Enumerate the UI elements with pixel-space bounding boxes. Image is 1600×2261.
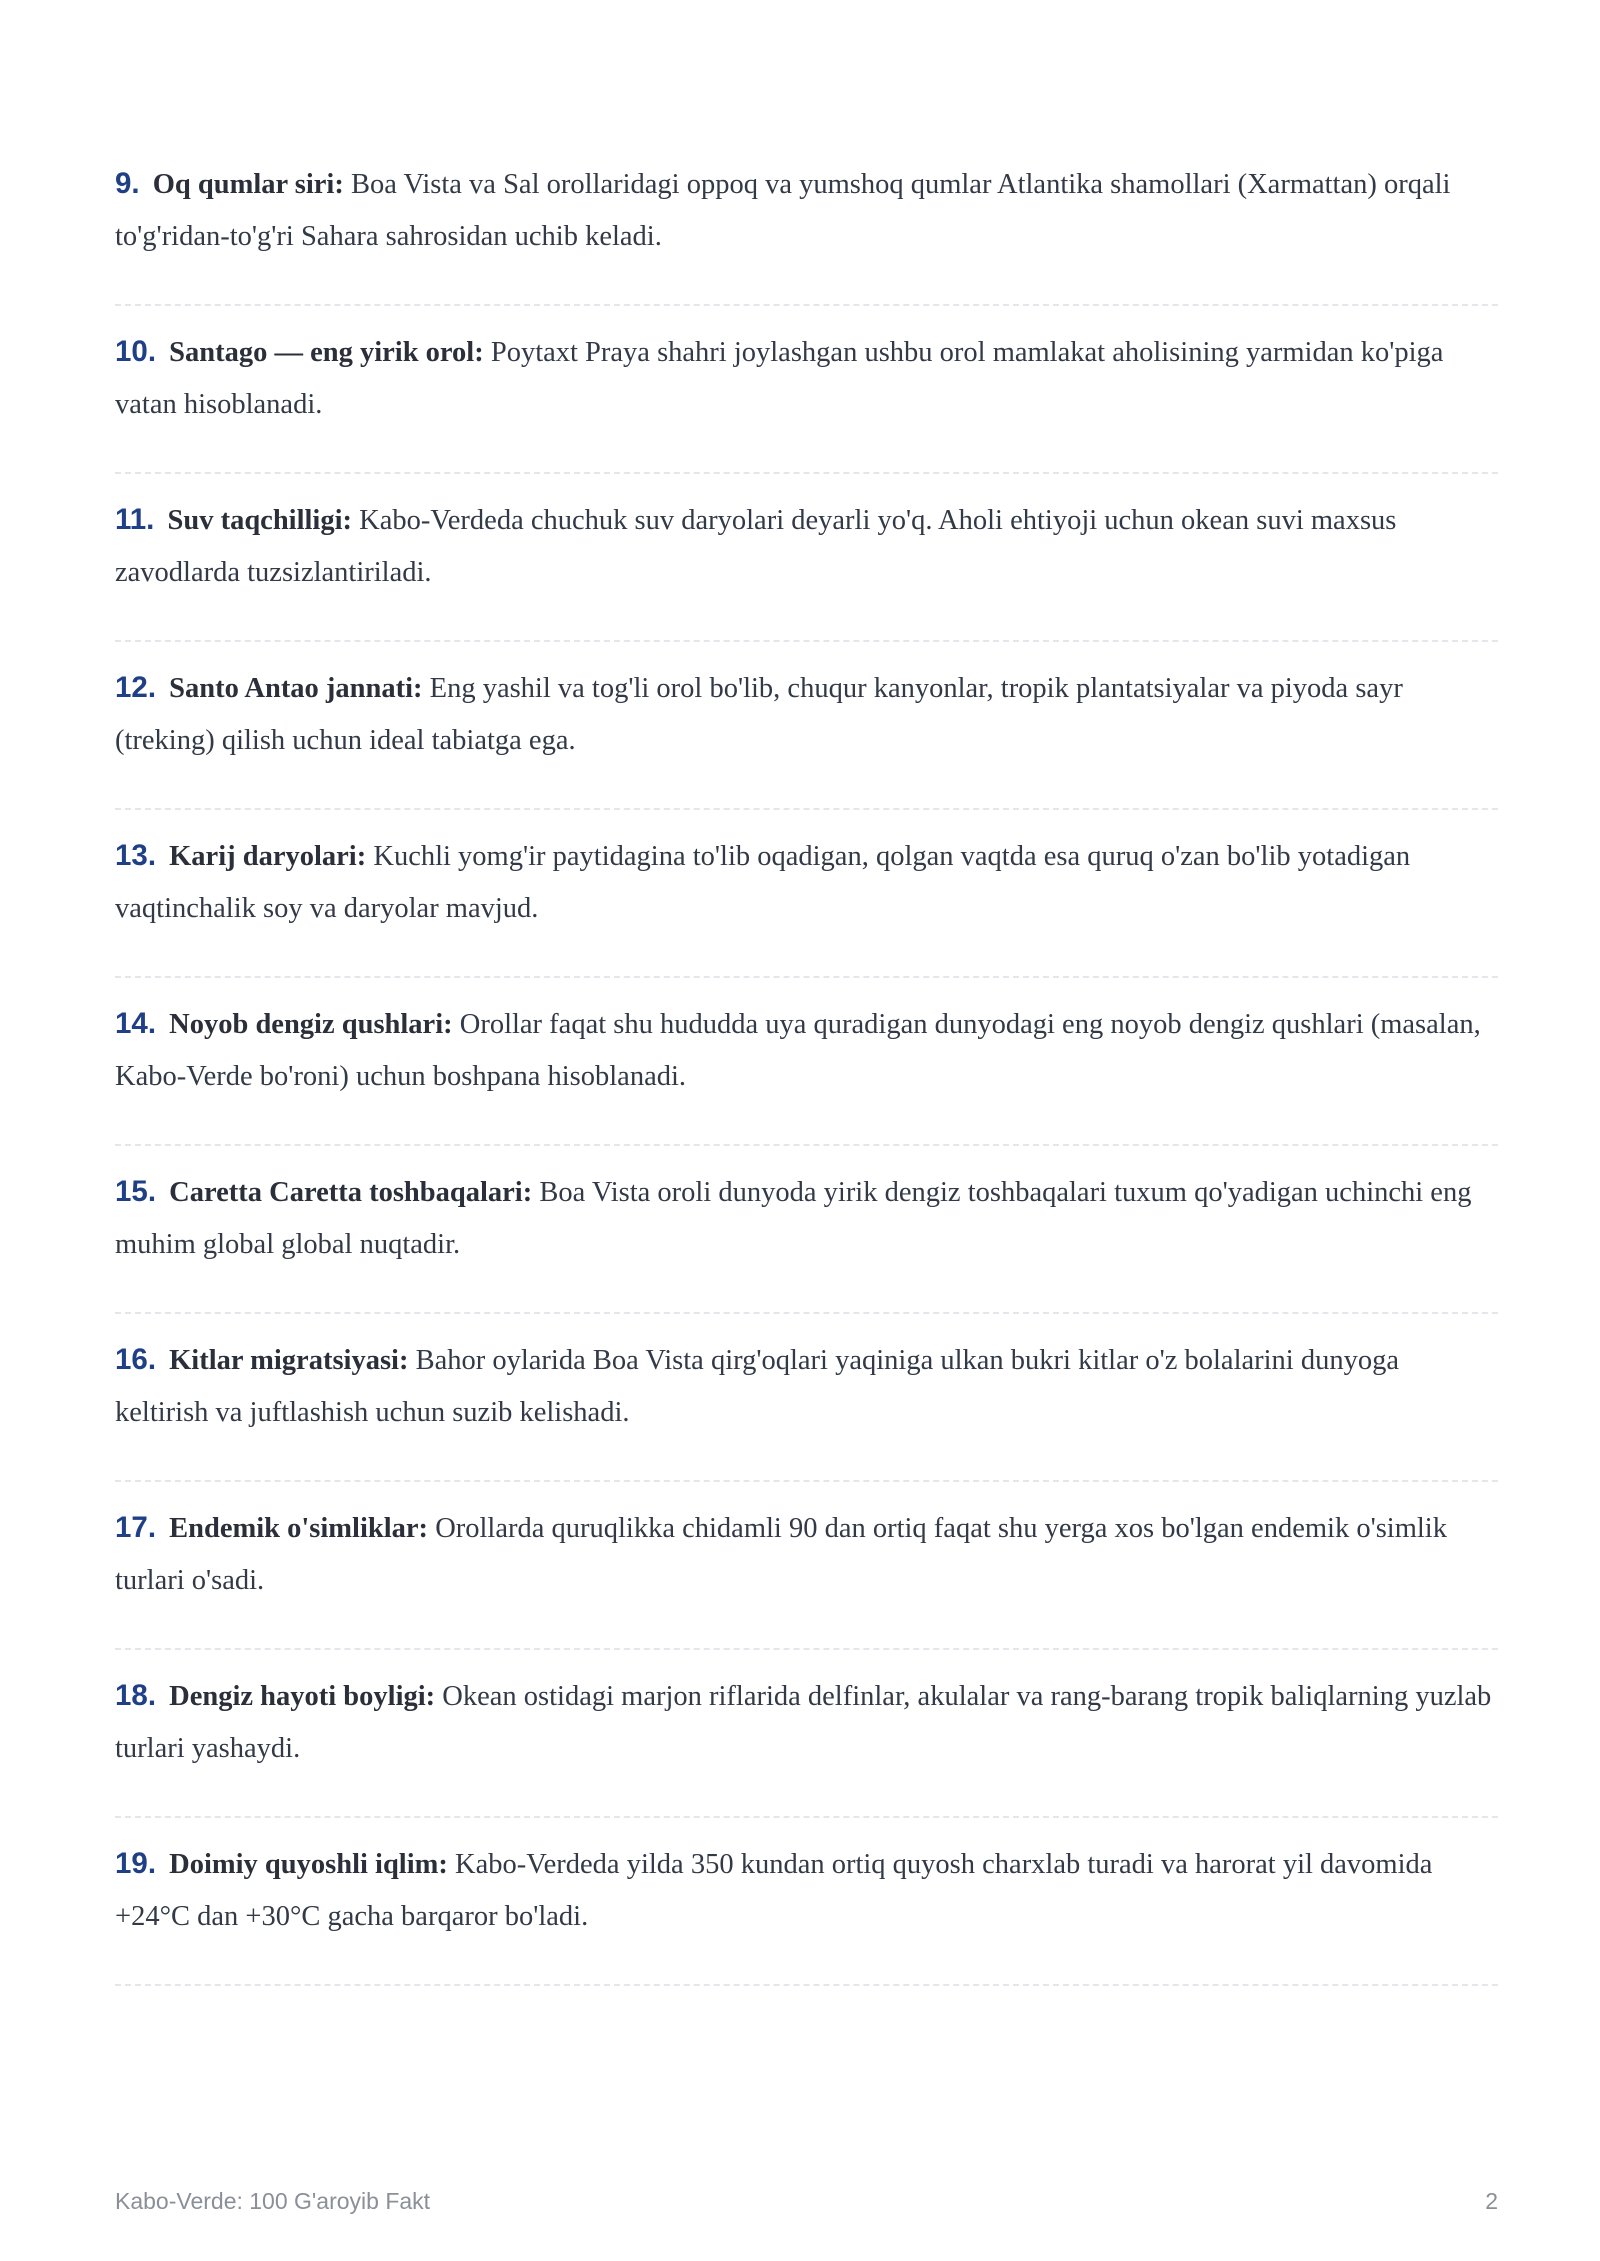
fact-text: Bahor oylarida Boa Vista qirg'oqlari yaqiniga ulkan bukri kitlar o'z bolalarini dunyoga keltirish va juftlashish uchun suzib kelishadi. xyxy=(115,1345,1399,1428)
fact-title: Suv taqchilligi: xyxy=(167,505,353,536)
fact-text: Boa Vista oroli dunyoda yirik dengiz toshbaqalari tuxum qo'yadigan uchinchi eng muhim global global nuqtadir. xyxy=(115,1177,1472,1260)
fact-number: 17. xyxy=(115,1511,157,1544)
page-footer xyxy=(115,2188,1498,2215)
fact-title: Caretta Caretta toshbaqalari: xyxy=(169,1177,533,1208)
fact-paragraph xyxy=(115,158,1498,263)
fact-number: 13. xyxy=(115,839,157,872)
fact-number: 11. xyxy=(115,503,155,536)
fact-paragraph xyxy=(115,830,1498,935)
fact-paragraph xyxy=(115,1502,1498,1607)
fact-title: Dengiz hayoti boyligi: xyxy=(169,1681,436,1712)
fact-paragraph xyxy=(115,998,1498,1103)
fact-paragraph xyxy=(115,1334,1498,1439)
fact-title: Santago — eng yirik orol: xyxy=(169,337,484,368)
fact-text: Eng yashil va tog'li orol bo'lib, chuqur kanyonlar, tropik plantatsiyalar va piyoda sayr (treking) qilish uchun ideal tabiatga ega. xyxy=(115,673,1403,756)
fact-item xyxy=(115,474,1498,642)
fact-list xyxy=(115,138,1498,1986)
fact-text: Kuchli yomg'ir paytidagina to'lib oqadigan, qolgan vaqtda esa quruq o'zan bo'lib yotadigan vaqtinchalik soy va daryolar mavjud. xyxy=(115,841,1411,924)
fact-number: 14. xyxy=(115,1007,157,1040)
fact-text: Okean ostidagi marjon riflarida delfinlar, akulalar va rang-barang tropik baliqlarning yuzlab turlari yashaydi. xyxy=(115,1681,1492,1764)
fact-text: Poytaxt Praya shahri joylashgan ushbu orol mamlakat aholisining yarmidan ko'piga vatan hisoblanadi. xyxy=(115,337,1444,420)
fact-item xyxy=(115,1482,1498,1650)
fact-number: 18. xyxy=(115,1679,157,1712)
fact-number: 9. xyxy=(115,167,140,200)
fact-number: 19. xyxy=(115,1847,157,1880)
fact-title: Santo Antao jannati: xyxy=(169,673,423,704)
fact-title: Kitlar migratsiyasi: xyxy=(169,1345,409,1376)
fact-paragraph xyxy=(115,494,1498,599)
fact-item xyxy=(115,138,1498,306)
fact-item xyxy=(115,1146,1498,1314)
fact-paragraph xyxy=(115,326,1498,431)
fact-title: Noyob dengiz qushlari: xyxy=(169,1009,453,1040)
fact-number: 12. xyxy=(115,671,157,704)
fact-title: Doimiy quyoshli iqlim: xyxy=(169,1849,448,1880)
fact-item xyxy=(115,1818,1498,1986)
fact-text: Boa Vista va Sal orollaridagi oppoq va yumshoq qumlar Atlantika shamollari (Xarmattan) orqali to'g'ridan-to'g'ri Sahara sahrosidan uchib keladi. xyxy=(115,169,1451,252)
fact-item xyxy=(115,306,1498,474)
fact-paragraph xyxy=(115,1838,1498,1943)
fact-number: 10. xyxy=(115,335,157,368)
fact-item xyxy=(115,1650,1498,1818)
fact-number: 15. xyxy=(115,1175,157,1208)
fact-item xyxy=(115,978,1498,1146)
footer-document-title: Kabo-Verde: 100 G'aroyib Fakt xyxy=(115,2188,431,2214)
fact-text: Kabo-Verdeda yilda 350 kundan ortiq quyosh charxlab turadi va harorat yil davomida +24°C dan +30°C gacha barqaror bo'ladi. xyxy=(115,1849,1433,1932)
fact-paragraph xyxy=(115,662,1498,767)
fact-title: Endemik o'simliklar: xyxy=(169,1513,429,1544)
fact-text: Orollarda quruqlikka chidamli 90 dan ortiq faqat shu yerga xos bo'lgan endemik o'simlik turlari o'sadi. xyxy=(115,1513,1447,1596)
fact-item xyxy=(115,810,1498,978)
fact-title: Oq qumlar siri: xyxy=(152,169,344,200)
fact-item xyxy=(115,642,1498,810)
fact-number: 16. xyxy=(115,1343,157,1376)
fact-paragraph xyxy=(115,1670,1498,1775)
fact-text: Orollar faqat shu hududda uya quradigan dunyodagi eng noyob dengiz qushlari (masalan, Kabo-Verde bo'roni) uchun boshpana hisoblanadi. xyxy=(115,1009,1481,1092)
fact-title: Karij daryolari: xyxy=(169,841,367,872)
fact-text: Kabo-Verdeda chuchuk suv daryolari deyarli yo'q. Aholi ehtiyoji uchun okean suvi maxsus zavodlarda tuzsizlantiriladi. xyxy=(115,505,1397,588)
fact-paragraph xyxy=(115,1166,1498,1271)
fact-item xyxy=(115,1314,1498,1482)
page-number: 2 xyxy=(1485,2188,1498,2214)
